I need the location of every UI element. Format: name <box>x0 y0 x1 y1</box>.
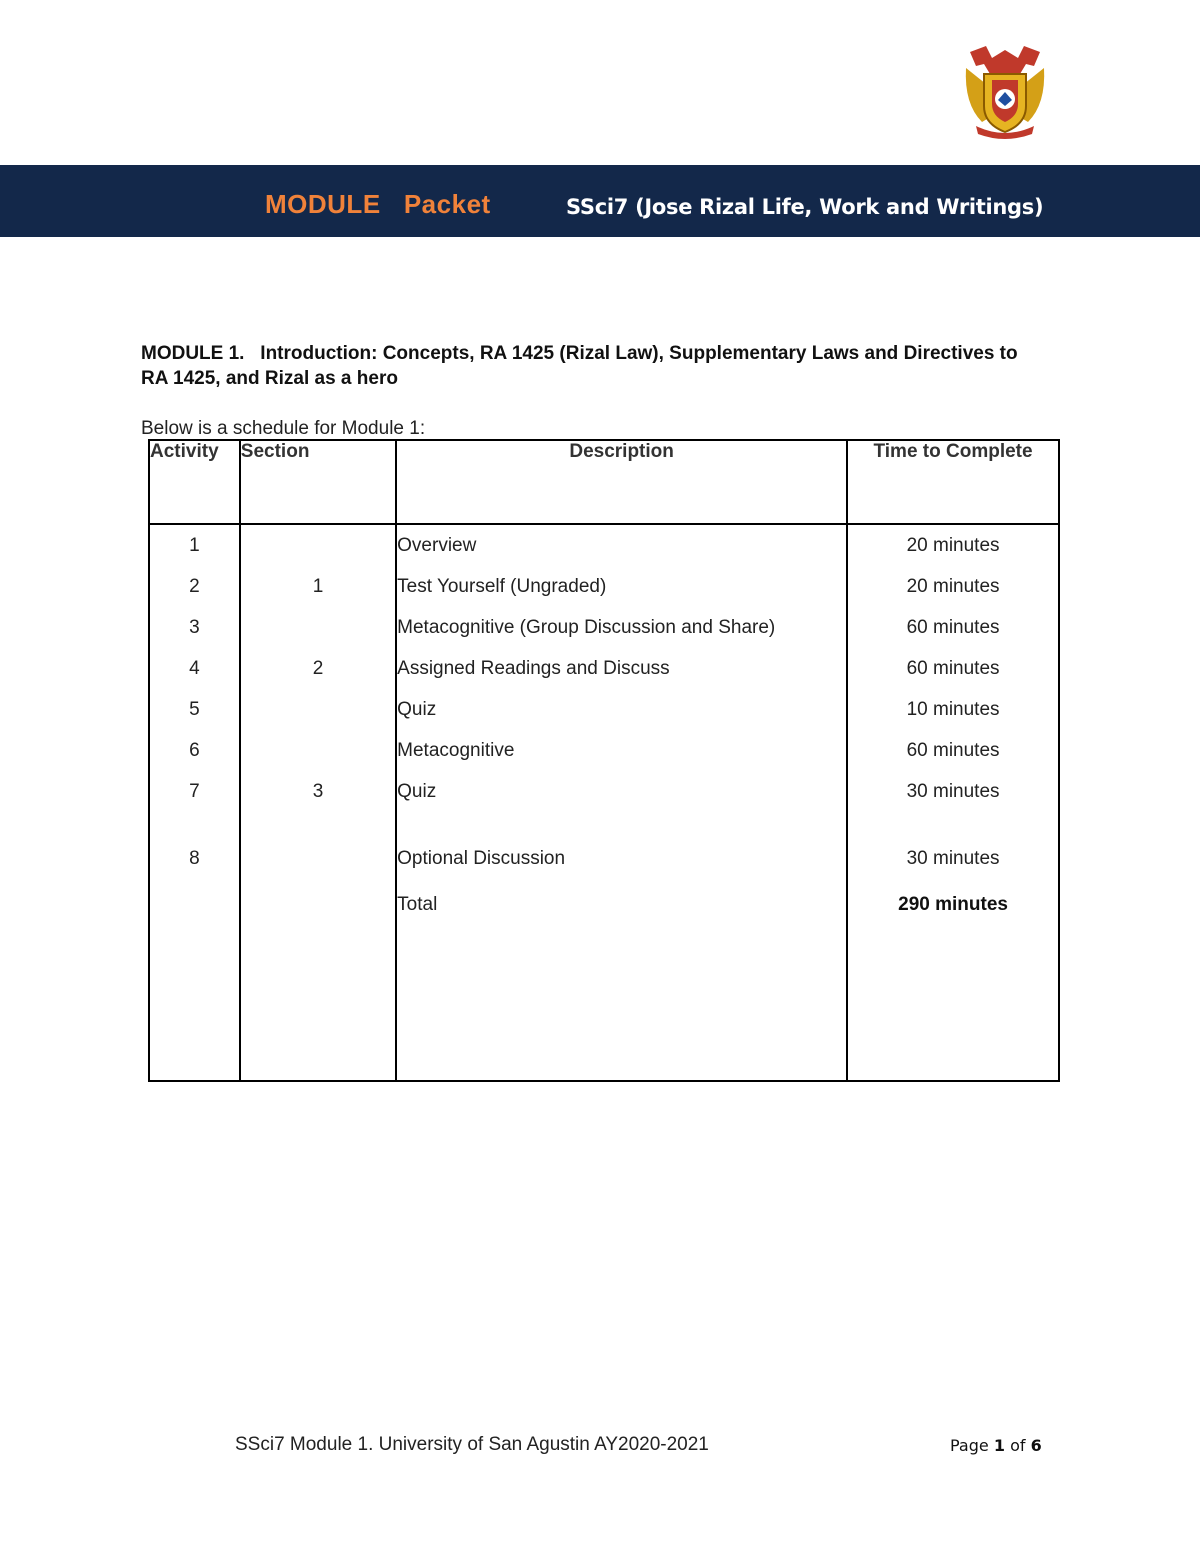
section-cell: 1 <box>240 566 396 607</box>
time-cell: 10 minutes <box>847 689 1059 730</box>
table-row <box>149 730 1059 771</box>
of-word: of <box>1010 1436 1026 1455</box>
activity-cell: 3 <box>149 607 240 648</box>
activity-cell: 5 <box>149 689 240 730</box>
schedule-intro: Below is a schedule for Module 1: <box>141 418 426 439</box>
time-cell: 60 minutes <box>847 730 1059 771</box>
total-label: Total <box>396 879 847 925</box>
section-cell <box>240 689 396 730</box>
page-total: 6 <box>1030 1436 1042 1455</box>
page-current: 1 <box>993 1436 1005 1455</box>
course-title: SSci7 (Jose Rizal Life, Work and Writings) <box>566 195 1044 219</box>
time-cell: 30 minutes <box>847 771 1059 812</box>
description-cell: Quiz <box>396 689 847 730</box>
section-cell <box>240 879 396 925</box>
footer-text: SSci7 Module 1. University of San Agustin AY2020-2021 <box>235 1434 709 1455</box>
table-row <box>149 812 1059 879</box>
table-row <box>149 689 1059 730</box>
description-cell: Assigned Readings and Discuss <box>396 648 847 689</box>
module-packet-label <box>265 189 491 220</box>
activity-cell: 7 <box>149 771 240 812</box>
filler-cell <box>240 925 396 1081</box>
description-cell: Optional Discussion <box>396 812 847 879</box>
section-cell: 2 <box>240 648 396 689</box>
page-number <box>950 1436 1042 1455</box>
filler-cell <box>396 925 847 1081</box>
time-cell: 60 minutes <box>847 648 1059 689</box>
time-cell: 60 minutes <box>847 607 1059 648</box>
packet-word: Packet <box>403 189 491 219</box>
description-cell: Metacognitive (Group Discussion and Share) <box>396 607 847 648</box>
activity-cell: 8 <box>149 812 240 879</box>
section-cell <box>240 607 396 648</box>
table-row <box>149 771 1059 812</box>
description-cell: Quiz <box>396 771 847 812</box>
table-row <box>149 648 1059 689</box>
filler-cell <box>149 925 240 1081</box>
activity-cell: 1 <box>149 524 240 566</box>
description-cell: Overview <box>396 524 847 566</box>
total-value: 290 minutes <box>847 879 1059 925</box>
page-word: Page <box>950 1436 989 1455</box>
university-crest-icon <box>962 44 1048 140</box>
section-cell: 3 <box>240 771 396 812</box>
total-row <box>149 879 1059 925</box>
module-title: MODULE 1. Introduction: Concepts, RA 1425 (Rizal Law), Supplementary Laws and Directives to RA 1425, and Rizal as a hero <box>141 343 1023 389</box>
table-row <box>149 607 1059 648</box>
column-header-activity: Activity <box>149 440 240 524</box>
description-cell: Metacognitive <box>396 730 847 771</box>
activity-cell: 4 <box>149 648 240 689</box>
module-word: MODULE <box>265 189 381 219</box>
time-cell: 30 minutes <box>847 812 1059 879</box>
column-header-section: Section <box>240 440 396 524</box>
table-filler-row <box>149 925 1059 1081</box>
activity-cell: 2 <box>149 566 240 607</box>
time-cell: 20 minutes <box>847 524 1059 566</box>
schedule-table <box>148 439 1060 1082</box>
header-banner <box>0 165 1200 237</box>
table-header-row <box>149 440 1059 524</box>
activity-cell: 6 <box>149 730 240 771</box>
column-header-description: Description <box>396 440 847 524</box>
section-cell <box>240 730 396 771</box>
table-row <box>149 524 1059 566</box>
section-cell <box>240 524 396 566</box>
description-cell: Test Yourself (Ungraded) <box>396 566 847 607</box>
activity-cell <box>149 879 240 925</box>
column-header-time: Time to Complete <box>847 440 1059 524</box>
table-row <box>149 566 1059 607</box>
time-cell: 20 minutes <box>847 566 1059 607</box>
section-cell <box>240 812 396 879</box>
filler-cell <box>847 925 1059 1081</box>
